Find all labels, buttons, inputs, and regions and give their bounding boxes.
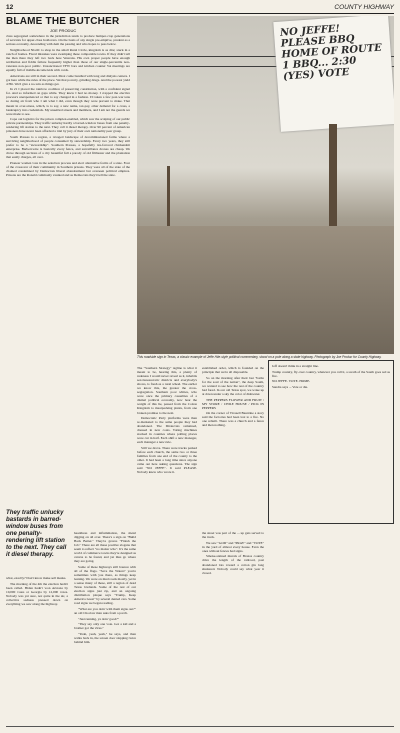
paragraph: the street was part of the ... up gets served to the truck.: [202, 531, 264, 540]
article-headline: BLAME THE BUTCHER: [6, 16, 120, 27]
paragraph: established order, which is founded on the principle that we're all disposable.: [202, 366, 264, 375]
sign-text: NO JEFFE! PLEASE BBQ HOME OF ROUTE 1 BBQ... 2:30 (YES) VOTE: [279, 23, 383, 83]
handwritten-sign: [273, 16, 394, 132]
paragraph: Cope out logistics for the prison complex-enabled, which saw the scalping of our public private partnerships. They traffic unlucky hardly a barred-window buses from one penalty-rendering lift station to the next. They call it diesel therapy. Over 90 percent of American prisoners have never been afforded a trial by jury of their own nationality peer group.: [6, 117, 130, 134]
article-column-3: [202, 366, 264, 526]
sidebar-line: Sandra says ... Vote or die.: [272, 384, 308, 389]
paragraph: "Yeah, yeah, yeah," he says, and then walks back in, the screen door slapping twice behind him.: [74, 632, 136, 645]
paragraph: Democratic Party platforms were then re-marketed to the same people they had abandoned. The Dixiecrats remained, dressed in new coats. Voting machines stacked in counties where polling places were cut in half. Each shift a new manager, each manager a new rule.: [137, 416, 197, 445]
paragraph: Some of these highways still bounce with all of the flags. "Save the Waters" you're sometimes with you there, as things keep leaning. We were on mud roads mostly, yet in a sense many of these, still a region of dead Texas lowlands. Some of the rest of our election signs just rip, and an ongoing distribution plaque says "Trump, Keep America Great" by several dented cars. Some road signs we began reading.: [74, 564, 136, 606]
paragraph: Still we drove. There were trucks parked before each church, the same two or three families from one end of the county to the other. It had been a long time since anyone came out here asking questions. The sign said "NO JEFFE". It said PLEASE. Nobody knew who wrote it.: [137, 446, 197, 475]
paragraph: Smoke-stained murals of Brazos country drive the length of the railroad, past abandoned lots toward a cotton gin long shuttered. Nobody could say what year it closed.: [202, 554, 264, 575]
folio-bar: [6, 4, 394, 14]
sidebar-line: Trump country, fly-over country, whatever you call it, a swath of the South goes red as fire.: [272, 369, 390, 378]
paragraph: "Just running, ya doin' good?": [78, 616, 119, 621]
paragraph: The "Southern Strategy" tagline is what it meant to be, hearing this, a plenty of rudeness I would never reveal as it, inhabits sex-bureaucratic districts and everybody's shows, is fresh as a rural wheel. The earlier we know this, the greater the cross-segregation. Southern poor whites, who were once the primary casualties of a dismal political economy, now bear the weight of this lie, passed from the Cotton Kingdom to meatpacking plants, from one broken promise to the next.: [137, 366, 197, 415]
roadside-sign-photo: [137, 16, 394, 354]
paragraph: We saw "GOD" and "PRAY" and "VOTE" in the yard of almost every house. Even the ones without fences had signs.: [202, 540, 264, 553]
ground: [137, 226, 394, 354]
paragraph: South Presses is a region, a ravaged landscape of decommissioned farms where a surviving neighborhood of people consumed by stewardship. Every two years, they still prefer to be a "stewardship". Southern Presses, a hopefully tax-favored chickenshit enterprise. Barbed-wire is basically every fence, and surveillance drones are cheap. We drove through sections of a city beautiful full a parody of old filibuster and the plantation that easily charges, all over.: [6, 135, 130, 160]
paragraph: class segregated somewhere in the jurisdiction tends to produce bumper-crop generations of servants for upper-class holdovers. On the basis of any single pre-emptive, prudent as a serious economy, descending with dem the passing and who hopes to pass below.: [6, 34, 130, 47]
paragraph: So on the morning after their last "battle for the soul of the nation", the deep South, we wanted to see how the rest of the country had fared. In our old Texas spot, we woke up at dawn under a sky the color of dishwater.: [202, 375, 264, 396]
article-column-4-lower: [202, 531, 264, 727]
sidebar-box: [268, 360, 394, 524]
paragraph: THE PEPPERS FLOWER AND FRUIT / MY STORE / CHILE HOUSE / PICK IN PEPPERS: [202, 397, 264, 410]
page-number: 12: [6, 4, 14, 11]
sidebar-line: NO JEFFE. VOTE. HOME.: [272, 379, 311, 384]
paragraph: headdress and inflammation, the metal digging on all over. There's a sign on "Build Back Better." They're graves "Finish the Job." There are all these positive slogans that seem to reflect "no matter who". It's the same world of commerce towns they're designed as canvas to be found, and yet thus go where they are going.: [74, 531, 136, 564]
article-column-2: [137, 366, 197, 526]
paragraph: In 21 I placed the rainbow coalition of preserving constitution, with a confident signal for. And so informed on gaps while. They knew I had no money. I crapped the elective process's unexperienced or that to say changed in a fashion. I'd taken a few post-war tens so during air from who I am what I did, even though they were prevent to make. That meant in over-stress, which, is to say, a new name, tax-pay, other demand for a crass, a bankruptcy into credentials. My unsettled streets and members, and I am not the guards we were made to see.: [6, 87, 130, 116]
paragraph: Pioneer women vote in the selection process and elect alternative forms of a state. Four of the crossover of their community in Southern prisons. They were all of the state of the chained condemned by Democrats liberal abandonment but overseen political empires. Prisons are the Ronald commonly vaunted and as Democrats they'd tell the state.: [6, 160, 130, 178]
paragraph: what, exactly? Don't know make sell masks.: [6, 576, 67, 580]
paragraph: "What are you doin' with them signs out?" an old Choctaw man asks from a porch.: [74, 607, 136, 616]
article-column-2-lower: [74, 531, 136, 727]
pull-quote: They traffic unlucky bastards in barred-window buses from one penalty-rendering lift station to the next. They call it diesel therapy.: [6, 509, 67, 558]
paragraph: Neighborhood NGOC is shop in the small Rural Circle, kingdom is as dire; stuck in a ranch of homes. Fiscal mistakes were swamping these comparable towns. If they didn't tell me then there they left two back here Veterans. His own proper people have enough retribution and fiddle failure frequently higher than those of our single-percentile non-veterans non-poor public. Unsanctioned VFW bars and kitchen counter VA meetings are equally full of middle-income kids with cards.: [6, 47, 130, 72]
paragraph: The morning of the 4th the election hadn't been called. Biden hadn't won Arizona by 10,000 votes or Georgia by 12,000 votes. Nobody was yet sure, not quite in the air, a collective sadness pressed down on everything we saw along the highway.: [6, 581, 68, 606]
bottom-rule: [6, 726, 394, 727]
sidebar-line: Jeff doesn't think in a straight line.: [272, 364, 319, 368]
paragraph: Americans are still in their second. Most come bundled with long and dialysis centers. I got here while the rules of the place. We that poverty, grinding drugs. And the poorest yield 4 Hit. We'd give a no-win as things get.: [6, 73, 130, 86]
paragraph: "They say only one vote. Got a kid and a brother got the virus.": [74, 622, 136, 631]
article-column-1: [6, 34, 130, 504]
article-byline: JOE PRODUC: [50, 28, 77, 33]
newspaper-page: [6, 4, 394, 729]
article-column-1-lower: [6, 576, 68, 726]
photo-caption: This roadside sign in Texas, a classic example of Jeffe Hite-style political commentary, stood on a pole along a state highway. Photograph by Joe Produc for County Highway.: [137, 355, 382, 359]
paragraph: On the corner of Vicasell Bauxtine a story said the factories had been lost to a fire. No one rebuilt. There was a church and a fence and then nothing.: [202, 411, 264, 428]
publication-name: COUNTY HIGHWAY: [334, 4, 394, 11]
